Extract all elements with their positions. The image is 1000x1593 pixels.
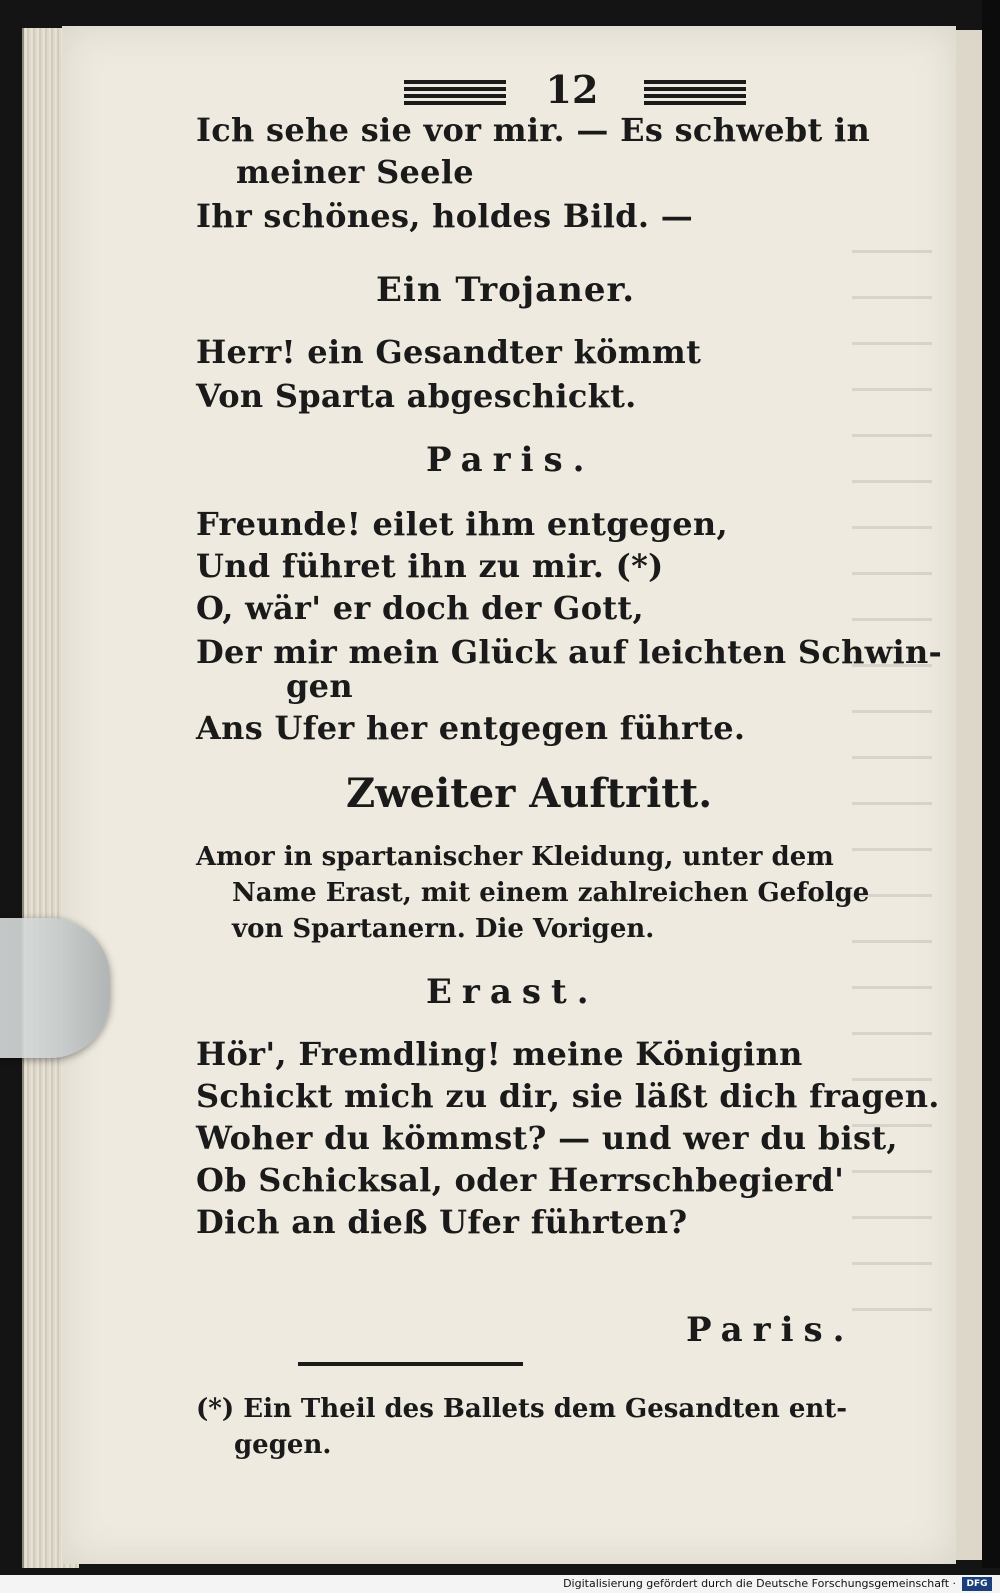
stage-direction: von Spartanern. Die Vorigen.	[232, 914, 655, 944]
verse-line: gen	[286, 667, 353, 705]
verse-line: Ob Schicksal, oder Herrschbegierd'	[196, 1161, 845, 1199]
verse-line: O, wär' er doch der Gott,	[196, 589, 644, 627]
show-through-text	[852, 226, 932, 1326]
footnote-line: gegen.	[234, 1430, 332, 1460]
stage-direction: Amor in spartanischer Kleidung, unter dem	[196, 842, 834, 872]
speaker-name: Erast.	[426, 972, 599, 1012]
header-ornament-right	[644, 80, 746, 108]
verse-line: Ich sehe sie vor mir. — Es schwebt in	[196, 111, 871, 149]
page-header	[344, 50, 764, 110]
footnote-rule	[298, 1362, 523, 1366]
speaker-name: Paris.	[426, 440, 595, 480]
stage-direction: Name Erast, mit einem zahlreichen Gefolge	[232, 878, 870, 908]
dfg-logo: DFG	[962, 1577, 992, 1591]
book-edge-right	[982, 0, 1000, 1568]
speaker-name: Paris.	[686, 1310, 855, 1350]
speaker-name: Ein Trojaner.	[376, 270, 636, 310]
verse-line: Und führet ihn zu mir. (*)	[196, 547, 664, 585]
scene-title: Zweiter Auftritt.	[346, 770, 713, 817]
page-clip	[0, 918, 110, 1058]
verse-line: Woher du kömmst? — und wer du bist,	[196, 1119, 898, 1157]
verse-line: Der mir mein Glück auf leichten Schwin-	[196, 633, 943, 671]
verse-line: Hör', Fremdling! meine Königinn	[196, 1035, 803, 1073]
footnote-line: (*) Ein Theil des Ballets dem Gesandten ent-	[196, 1394, 848, 1424]
verse-line: Freunde! eilet ihm entgegen,	[196, 505, 728, 543]
verse-line: Ans Ufer her entgegen führte.	[196, 709, 746, 747]
verse-line: Von Sparta abgeschickt.	[196, 377, 637, 415]
verse-line: Herr! ein Gesandter kömmt	[196, 333, 702, 371]
page-number: 12	[545, 67, 599, 112]
digitization-footer	[0, 1575, 1000, 1593]
footer-credit: Digitalisierung gefördert durch die Deutsche Forschungsgemeinschaft ·	[563, 1577, 956, 1590]
verse-line: meiner Seele	[236, 153, 474, 191]
verse-line: Schickt mich zu dir, sie läßt dich fragen.	[196, 1077, 940, 1115]
verse-line: Ihr schönes, holdes Bild. —	[196, 197, 694, 235]
verse-line: Dich an dieß Ufer führten?	[196, 1203, 688, 1241]
header-ornament-left	[404, 80, 506, 108]
